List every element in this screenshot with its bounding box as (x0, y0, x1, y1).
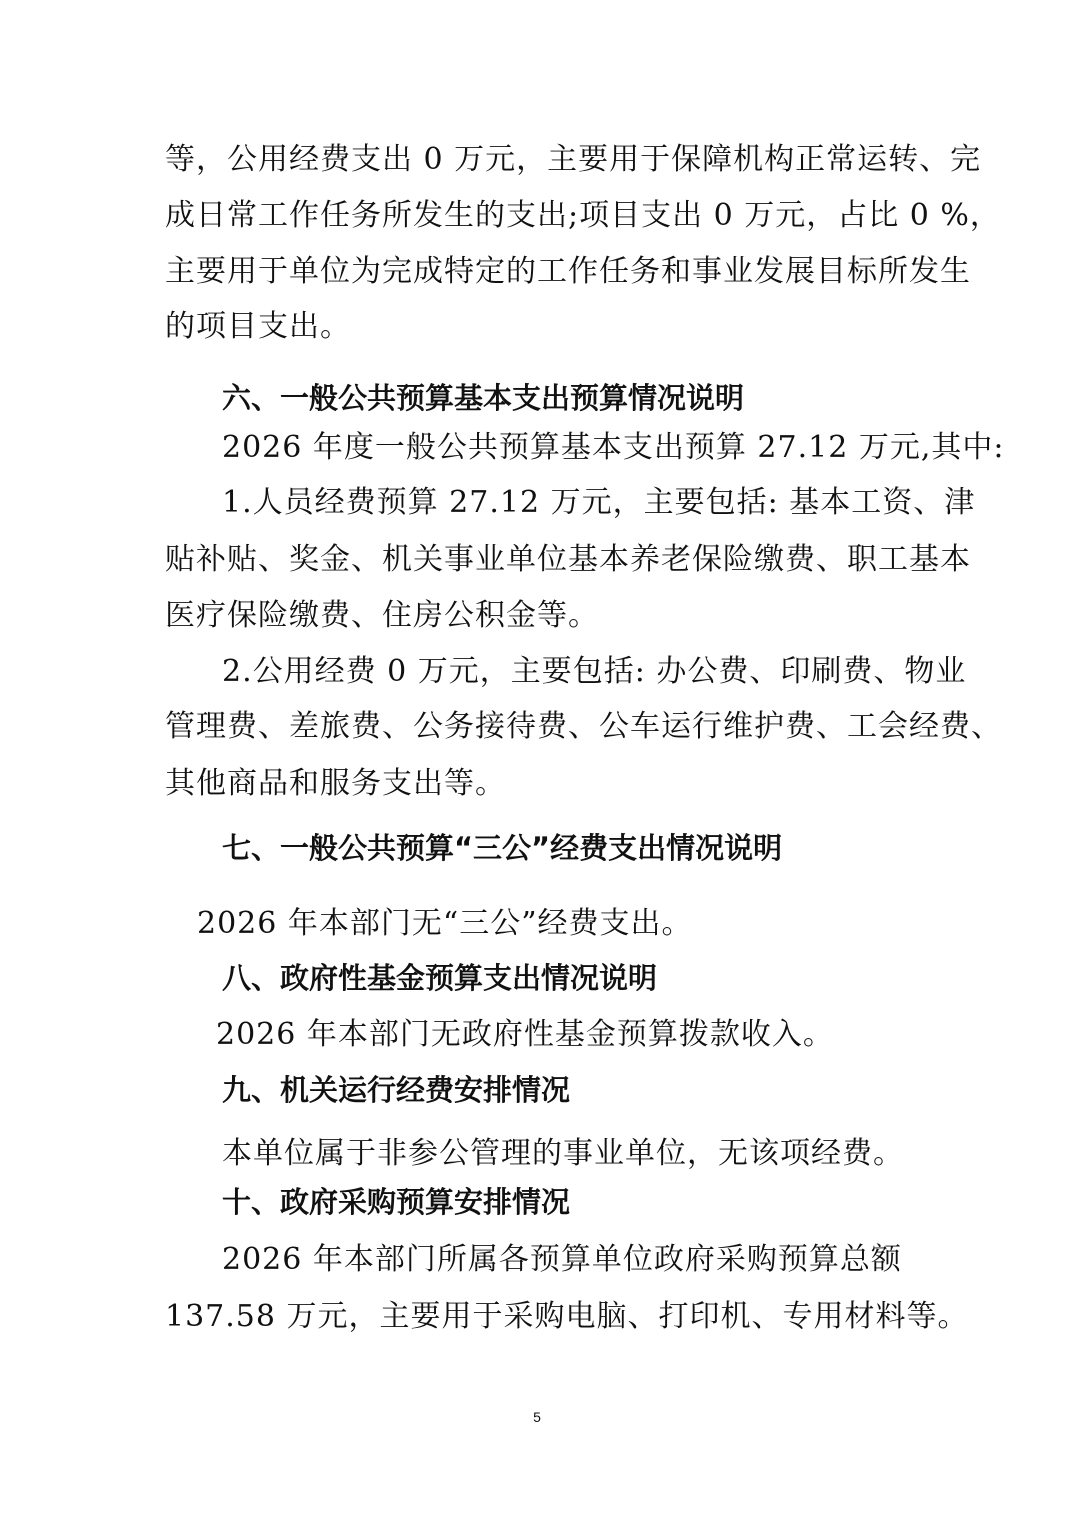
body-text-line: 2026 年本部门所属各预算单位政府采购预算总额 (222, 1242, 902, 1277)
section-heading-10: 十、政府采购预算安排情况 (222, 1185, 571, 1219)
body-text-line: 成日常工作任务所发生的支出;项目支出 0 万元，占比 0 %， (165, 198, 1001, 233)
body-text-line: 本单位属于非参公管理的事业单位，无该项经费。 (222, 1136, 904, 1171)
section-heading-6: 六、一般公共预算基本支出预算情况说明 (222, 381, 745, 415)
body-text-line: 2.公用经费 0 万元，主要包括: 办公费、印刷费、物业 (222, 654, 967, 689)
body-text-line: 贴补贴、奖金、机关事业单位基本养老保险缴费、职工基本 (165, 542, 971, 577)
section-heading-8: 八、政府性基金预算支出情况说明 (222, 961, 658, 995)
body-text-line: 2026 年本部门无“三公”经费支出。 (197, 906, 693, 941)
section-heading-9: 九、机关运行经费安排情况 (222, 1073, 571, 1107)
body-text-line: 管理费、差旅费、公务接待费、公车运行维护费、工会经费、 (165, 709, 1002, 744)
body-text-line: 2026 年本部门无政府性基金预算拨款收入。 (216, 1017, 834, 1052)
body-text-line: 137.58 万元，主要用于采购电脑、打印机、专用材料等。 (165, 1299, 969, 1334)
page-number: 5 (533, 1409, 541, 1425)
section-heading-7: 七、一般公共预算“三公”经费支出情况说明 (222, 831, 783, 865)
body-text-line: 等，公用经费支出 0 万元，主要用于保障机构正常运转、完 (165, 142, 982, 177)
body-text-line: 2026 年度一般公共预算基本支出预算 27.12 万元,其中: (222, 430, 1005, 465)
body-text-line: 主要用于单位为完成特定的工作任务和事业发展目标所发生 (165, 254, 971, 289)
body-text-line: 的项目支出。 (165, 309, 351, 344)
body-text-line: 其他商品和服务支出等。 (165, 766, 506, 801)
body-text-line: 医疗保险缴费、住房公积金等。 (165, 598, 599, 633)
body-text-line: 1.人员经费预算 27.12 万元，主要包括: 基本工资、津 (222, 485, 976, 520)
